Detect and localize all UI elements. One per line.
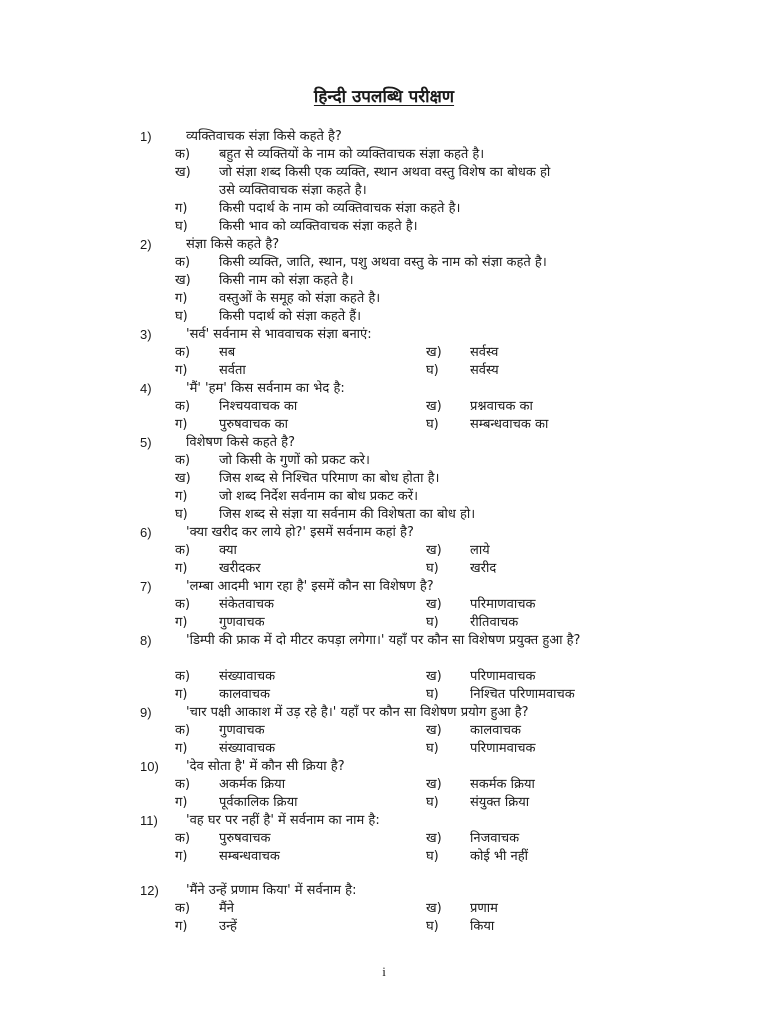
option-text: रीतिवाचक <box>470 615 519 630</box>
option-marker: क) <box>175 147 191 162</box>
option-text: सकर्मक क्रिया <box>470 777 535 792</box>
question-number: 12) <box>140 883 159 898</box>
question-text: 'चार पक्षी आकाश में उड़ रहे है।' यहाँ पर कौन सा विशेषण प्रयोग हुआ है? <box>186 705 529 720</box>
option-text: संयुक्त क्रिया <box>470 795 530 810</box>
option-text: वस्तुओं के समूह को संज्ञा कहते है। <box>219 291 381 306</box>
option-text: किसी व्यक्ति, जाति, स्थान, पशु अथवा वस्तु के नाम को संज्ञा कहते है। <box>219 255 547 270</box>
option-marker: ख) <box>426 831 442 846</box>
answer-option <box>175 362 246 380</box>
option-marker: ख) <box>426 543 442 558</box>
option-marker: घ) <box>426 741 439 756</box>
option-text: सम्बन्धवाचक का <box>470 417 549 432</box>
answer-option <box>175 200 685 218</box>
question-text: 'डिम्पी की फ्राक में दो मीटर कपड़ा लगेगा।' यहाँ पर कौन सा विशेषण प्रयुक्त हुआ है? <box>186 633 581 648</box>
option-text: क्या <box>219 543 237 558</box>
answer-option <box>426 918 494 936</box>
option-marker: ख) <box>426 669 442 684</box>
option-text: पूर्वकालिक क्रिया <box>219 795 298 810</box>
answer-option <box>426 794 529 812</box>
option-text: पुरुषवाचक का <box>219 417 288 432</box>
question-text: 'देव सोता है' में कौन सी क्रिया है? <box>186 759 345 774</box>
option-text: जो शब्द निर्देश सर्वनाम का बोध प्रकट करें। <box>219 489 419 504</box>
option-marker: क) <box>175 399 191 414</box>
answer-option <box>426 830 519 848</box>
option-marker: ग) <box>175 849 188 864</box>
option-text: कोई भी नहीं <box>470 849 528 864</box>
question-text: 'मैंने उन्हें प्रणाम किया' में सर्वनाम है: <box>186 883 357 898</box>
option-text: परिमाणवाचक <box>470 597 536 612</box>
option-text: प्रश्नवाचक का <box>470 399 533 414</box>
answer-option <box>175 146 685 164</box>
answer-option <box>426 614 518 632</box>
option-text: सर्वता <box>219 363 246 378</box>
option-text: सर्वस्य <box>470 363 499 378</box>
option-text: कालवाचक <box>470 723 521 738</box>
answer-option <box>175 470 685 488</box>
answer-option <box>175 416 288 434</box>
answer-option <box>175 776 285 794</box>
option-marker: घ) <box>426 363 439 378</box>
answer-option <box>426 344 498 362</box>
answer-option <box>175 290 685 308</box>
option-marker: ख) <box>426 399 442 414</box>
answer-option <box>426 740 535 758</box>
option-text: सम्बन्धवाचक <box>219 849 280 864</box>
option-text: कालवाचक <box>219 687 270 702</box>
option-marker: ख) <box>426 597 442 612</box>
option-text: संख्यावाचक <box>219 669 276 684</box>
option-marker: घ) <box>426 687 439 702</box>
option-text: गुणवाचक <box>219 615 265 630</box>
answer-option <box>175 740 275 758</box>
answer-option <box>175 918 237 936</box>
option-marker: घ) <box>426 849 439 864</box>
option-marker: घ) <box>426 417 439 432</box>
question-number: 11) <box>140 813 158 828</box>
option-marker: घ) <box>175 309 188 324</box>
question-text: 'क्या खरीद कर लाये हो?' इसमें सर्वनाम कहां है? <box>186 525 414 540</box>
option-marker: घ) <box>175 219 188 234</box>
answer-option <box>426 686 575 704</box>
page-title-text: हिन्दी उपलब्धि परीक्षण <box>313 87 455 107</box>
option-text: लाये <box>470 543 490 558</box>
option-text: खरीदकर <box>219 561 261 576</box>
option-text: जो संज्ञा शब्द किसी एक व्यक्ति, स्थान अथवा वस्तु विशेष का बोधक हो <box>219 165 551 180</box>
question-text: विशेषण किसे कहते है? <box>186 435 295 450</box>
option-marker: ग) <box>175 291 188 306</box>
option-marker: क) <box>175 777 191 792</box>
answer-option <box>426 542 490 560</box>
answer-option <box>426 668 535 686</box>
option-marker: घ) <box>175 507 188 522</box>
option-marker: क) <box>175 723 191 738</box>
option-marker: क) <box>175 345 191 360</box>
option-marker: क) <box>175 597 191 612</box>
answer-option <box>175 308 685 326</box>
option-marker: ग) <box>175 363 188 378</box>
option-text: निजवाचक <box>470 831 520 846</box>
option-marker: ख) <box>426 901 442 916</box>
option-marker: ग) <box>175 489 188 504</box>
answer-option <box>175 794 298 812</box>
answer-option <box>175 848 280 866</box>
answer-option <box>175 686 270 704</box>
option-text: सब <box>219 345 236 360</box>
option-text: मैंने <box>219 901 234 916</box>
answer-option <box>426 560 496 578</box>
page-title <box>0 84 768 107</box>
option-text: जिस शब्द से संज्ञा या सर्वनाम की विशेषता का बोध हो। <box>219 507 476 522</box>
answer-option <box>175 452 685 470</box>
option-text: निश्चित परिणामवाचक <box>470 687 575 702</box>
answer-option <box>175 596 274 614</box>
option-text: संकेतवाचक <box>219 597 275 612</box>
option-text: बहुत से व्यक्तियों के नाम को व्यक्तिवाचक संज्ञा कहते है। <box>219 147 485 162</box>
answer-option <box>175 344 235 362</box>
option-text: किसी नाम को संज्ञा कहते है। <box>219 273 354 288</box>
option-marker: क) <box>175 255 191 270</box>
option-text: जो किसी के गुणों को प्रकट करे। <box>219 453 370 468</box>
option-marker: ख) <box>426 345 442 360</box>
option-marker: घ) <box>426 615 439 630</box>
option-text: पुरुषवाचक <box>219 831 271 846</box>
question-number: 9) <box>140 705 152 720</box>
question-number: 5) <box>140 435 152 450</box>
answer-option <box>175 164 685 200</box>
answer-option <box>175 254 685 272</box>
option-text: उन्हें <box>219 919 237 934</box>
option-marker: क) <box>175 453 191 468</box>
answer-option <box>175 830 271 848</box>
answer-option <box>175 542 237 560</box>
question-number: 10) <box>140 759 159 774</box>
option-text: किया <box>470 919 495 934</box>
option-marker: घ) <box>426 919 439 934</box>
option-marker: घ) <box>426 795 439 810</box>
answer-option <box>426 398 533 416</box>
option-text: खरीद <box>470 561 497 576</box>
page-number: i <box>382 964 386 979</box>
option-text: संख्यावाचक <box>219 741 276 756</box>
question-number: 8) <box>140 633 152 648</box>
option-marker: क) <box>175 669 191 684</box>
question-number: 4) <box>140 381 152 396</box>
option-text: गुणवाचक <box>219 723 265 738</box>
answer-option <box>175 668 275 686</box>
answer-option <box>175 722 265 740</box>
option-text: परिणामवाचक <box>470 669 536 684</box>
answer-option <box>426 900 498 918</box>
option-marker: ग) <box>175 741 188 756</box>
question-text: व्यक्तिवाचक संज्ञा किसे कहते है? <box>186 129 342 144</box>
question-text: 'मैं' 'हम' किस सर्वनाम का भेद है: <box>186 381 345 396</box>
option-marker: ग) <box>175 795 188 810</box>
option-text: जिस शब्द से निश्चित परिमाण का बोध होता है। <box>219 471 440 486</box>
option-marker: ख) <box>175 471 191 486</box>
option-text: अकर्मक क्रिया <box>219 777 286 792</box>
option-marker: क) <box>175 831 191 846</box>
question-text: 'लम्बा आदमी भाग रहा है' इसमें कौन सा विशेषण है? <box>186 579 434 594</box>
option-marker: ग) <box>175 919 188 934</box>
option-marker: ख) <box>426 723 442 738</box>
answer-option <box>175 488 685 506</box>
answer-option <box>426 416 548 434</box>
option-marker: ग) <box>175 615 188 630</box>
question-number: 1) <box>140 129 152 144</box>
question-number: 3) <box>140 327 152 342</box>
answer-option <box>175 560 261 578</box>
option-marker: ग) <box>175 201 188 216</box>
option-marker: ख) <box>426 777 442 792</box>
option-marker: क) <box>175 901 191 916</box>
answer-option <box>175 614 265 632</box>
option-marker: ख) <box>175 165 191 180</box>
option-marker: ग) <box>175 561 188 576</box>
question-text: 'सर्व' सर्वनाम से भाववाचक संज्ञा बनाएं: <box>186 327 372 342</box>
option-marker: ग) <box>175 417 188 432</box>
answer-option <box>175 272 685 290</box>
option-marker: ग) <box>175 687 188 702</box>
option-text: प्रणाम <box>470 901 498 916</box>
option-text: सर्वस्व <box>470 345 499 360</box>
option-text: किसी पदार्थ को संज्ञा कहते हैं। <box>219 309 362 324</box>
answer-option <box>175 398 297 416</box>
answer-option <box>426 848 528 866</box>
answer-option <box>426 722 521 740</box>
option-marker: घ) <box>426 561 439 576</box>
option-text: निश्चयवाचक का <box>219 399 298 414</box>
question-number: 7) <box>140 579 152 594</box>
option-marker: ख) <box>175 273 191 288</box>
question-text: संज्ञा किसे कहते है? <box>186 237 280 252</box>
answer-option <box>426 776 535 794</box>
answer-option <box>175 218 685 236</box>
question-number: 2) <box>140 237 152 252</box>
option-text-continued: उसे व्यक्तिवाचक संज्ञा कहते है। <box>219 183 367 198</box>
answer-option <box>175 900 234 918</box>
option-text: परिणामवाचक <box>470 741 536 756</box>
answer-option <box>426 362 499 380</box>
option-text: किसी भाव को व्यक्तिवाचक संज्ञा कहते है। <box>219 219 418 234</box>
answer-option <box>426 596 535 614</box>
question-text: 'वह घर पर नहीं है' में सर्वनाम का नाम है: <box>186 813 380 828</box>
answer-option <box>175 506 685 524</box>
option-marker: क) <box>175 543 191 558</box>
option-text: किसी पदार्थ के नाम को व्यक्तिवाचक संज्ञा कहते है। <box>219 201 461 216</box>
question-number: 6) <box>140 525 152 540</box>
